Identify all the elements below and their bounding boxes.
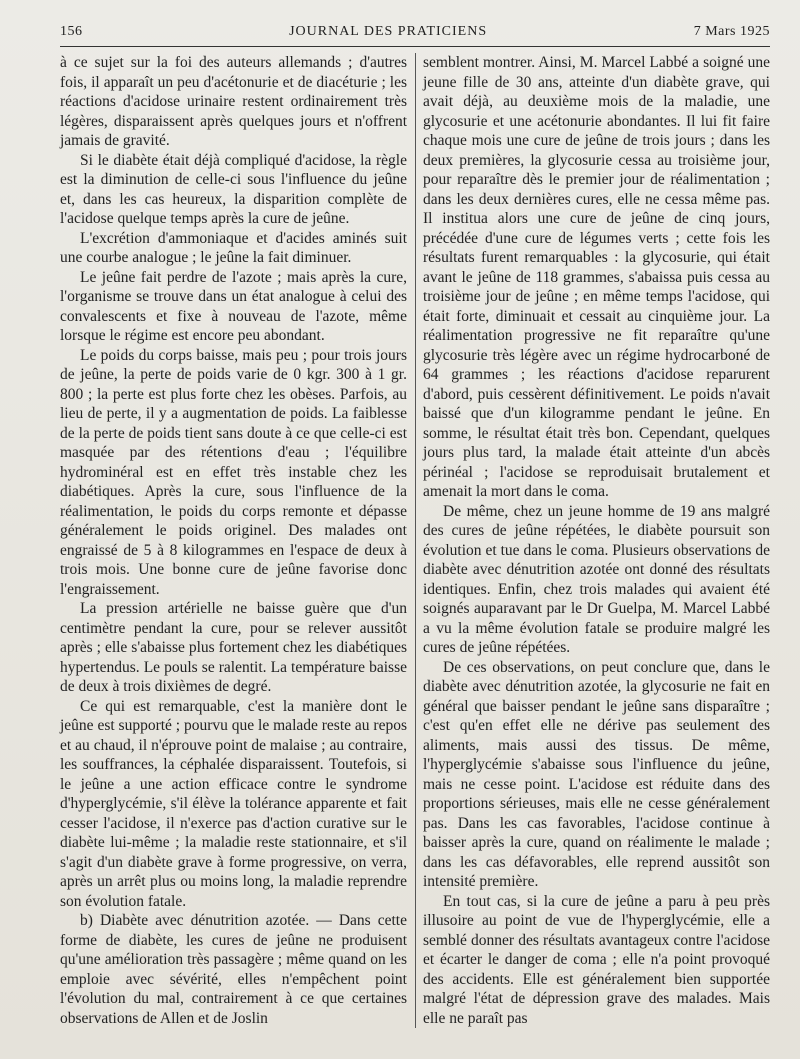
paragraph: De même, chez un jeune homme de 19 ans malgré des cures de jeûne répétées, le diabète poursuit son évolution et tue dans le coma. Plusieurs observations de diabète avec dénutrition azotée ont donné des résultats identiques. Enfin, chez trois malades qui avaient été soignés auparavant par le Dr Guelpa, M. Marcel Labbé a vu la même évolution fatale se produire malgré les cures de jeûne répétées. — [423, 502, 770, 656]
issue-date: 7 Mars 1925 — [693, 24, 770, 39]
text-columns — [60, 53, 770, 1028]
paragraph: En tout cas, si la cure de jeûne a paru à peu près illusoire au point de vue de l'hyperglycémie, elle a semblé donner des résultats avantageux contre l'acidose et écarter le danger de coma ; elle n'a point provoqué des accidents. Elle est généralement bien supportée malgré l'état de dépression grave des malades. Mais elle ne paraît pas — [423, 892, 770, 1027]
paragraph: b) Diabète avec dénutrition azotée. — Dans cette forme de diabète, les cures de jeûne ne produisent qu'une amélioration très passagère ; même quand on les emploie avec sévérité, elles n'empêchent point l'évolution du mal, contrairement à ce que certaines observations de Allen et de Joslin — [60, 912, 407, 1027]
paragraph: Ce qui est remarquable, c'est la manière dont le jeûne est supporté ; pourvu que le malade reste au repos et au chaud, il n'éprouve point de malaise ; au contraire, les souffrances, la céphalée disparaissent. Toutefois, si le jeûne a une action efficace contre le syndrome d'hyperglycémie, s'il élève la tolérance apparente et fait cesser l'acidose, il n'exerce pas d'action curative sur le diabète lui-même ; la maladie reste stationnaire, et s'il s'agit d'un diabète grave à forme progressive, on verra, après un arrêt plus ou moins long, la maladie reprendre son évolution fatale. — [60, 697, 407, 910]
left-column — [60, 53, 407, 1028]
page-header — [60, 24, 770, 47]
page-number: 156 — [60, 24, 83, 39]
journal-title: JOURNAL DES PRATICIENS — [289, 24, 488, 39]
paragraph: La pression artérielle ne baisse guère que d'un centimètre pendant la cure, pour se relever aussitôt après ; elle s'abaisse plus fortement chez les diabétiques hypertendus. Le pouls se ralentit. La température baisse de deux à trois dixièmes de degré. — [60, 600, 407, 695]
paragraph: semblent montrer. Ainsi, M. Marcel Labbé a soigné une jeune fille de 30 ans, atteinte d'un diabète grave, qui avait déjà, au deuxième mois de la maladie, une glycosurie et une acétonurie abondantes. Il lui fit faire chaque mois une cure de jeûne de trois jours ; dans les deux premières, la glycosurie cessa au troisième jour, pour reparaître dès le premier jour de réalimentation ; dans les deux dernières cures, elle ne cessa même pas. Il institua alors une cure de jeûne de cinq jours, précédée d'une cure de légumes verts ; cette fois les résultats furent remarquables : la glycosurie, qui était avant le jeûne de 118 grammes, s'abaissa puis cessa au troisième jour de jeûne ; en même temps l'acidose, qui était forte, diminuait et cessait au cinquième jour. La réalimentation progressive ne fit reparaître qu'une glycosurie très légère avec un régime hydrocarboné de 64 grammes ; les réactions d'acidose reparurent d'abord, puis cessèrent définitivement. Le poids n'avait baissé que d'un kilogramme pendant le jeûne. En somme, le résultat était très bon. Cependant, quelques jours plus tard, la malade était atteinte d'un abcès périnéal ; l'acidose se reproduisait brutalement et amenait la mort dans le coma. — [423, 54, 770, 500]
paragraph: Si le diabète était déjà compliqué d'acidose, la règle est la diminution de celle-ci sous l'influence du jeûne et, dans les cas heureux, la disparition complète de l'acidose quelque temps après la cure de jeûne. — [60, 151, 407, 227]
paragraph: Le poids du corps baisse, mais peu ; pour trois jours de jeûne, la perte de poids varie de 0 kgr. 300 à 1 gr. 800 ; la perte est plus forte chez les obèses. Parfois, au lieu de perte, il y a augmentation de poids. La faiblesse de la perte de poids tient sans doute à ce que celle-ci est masquée par des rétentions d'eau ; l'équilibre hydrominéral est en effet très instable chez les diabétiques. Après la cure, sous l'influence de la réalimentation, le poids du corps remonte et dépasse généralement le poids originel. Des malades ont engraissé de 5 à 8 kilogrammes en l'espace de deux à trois mois. Une bonne cure de jeûne favorise donc l'engraissement. — [60, 346, 407, 598]
paragraph: Le jeûne fait perdre de l'azote ; mais après la cure, l'organisme se trouve dans un état analogue à celui des convalescents et fixe à nouveau de l'azote, même lorsque le régime est encore peu abondant. — [60, 268, 407, 344]
paragraph: L'excrétion d'ammoniaque et d'acides aminés suit une courbe analogue ; le jeûne la fait diminuer. — [60, 229, 407, 266]
paragraph: à ce sujet sur la foi des auteurs allemands ; d'autres fois, il apparaît un peu d'acétonurie et de diacéturie ; les réactions d'acidose urinaire restent ordinairement très légères, disparaissent après quelques jours et n'offrent jamais de gravité. — [60, 54, 407, 149]
paragraph: De ces observations, on peut conclure que, dans le diabète avec dénutrition azotée, la glycosurie ne fait en général que baisser pendant le jeûne sans disparaître ; c'est qu'en effet elle ne dérive pas seulement des aliments, mais aussi des tissus. De même, l'hyperglycémie s'abaisse sous l'influence du jeûne, mais ne cesse point. L'acidose est réduite dans des proportions sérieuses, mais elle ne cesse généralement pas. Dans les cas favorables, l'acidose continue à baisser après la cure, quand on réalimente le malade ; dans les cas défavorables, elle reprend aussitôt son intensité première. — [423, 658, 770, 890]
right-column — [423, 53, 770, 1028]
